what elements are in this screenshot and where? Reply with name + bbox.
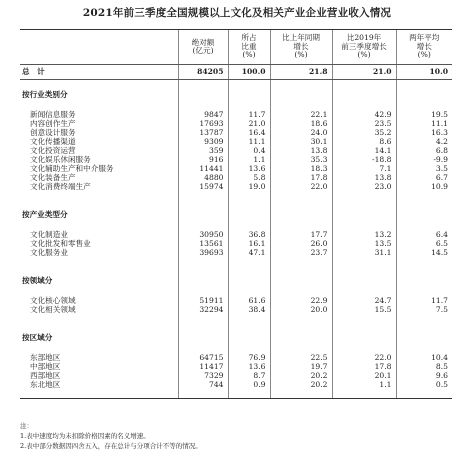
table-row [20,137,452,146]
row-value: 916 [178,155,228,164]
row-label: 文化核心领域 [30,296,76,305]
footnote-line: 1.表中速度均为未扣除价格因素的名义增速。 [20,432,150,440]
header-label-cell [20,30,178,65]
row-value: 5.8 [228,173,270,182]
row-value: 11417 [178,362,228,371]
row-value: 4880 [178,173,228,182]
table-row [20,119,452,128]
row-value: 22.5 [270,353,332,362]
row-value: 42.9 [332,110,396,119]
row-value: 22.0 [270,182,332,191]
row-value: 51911 [178,296,228,305]
row-value: 6.8 [396,146,452,155]
section-title: 按产业类型分 [22,210,68,219]
row-value: 11.7 [396,296,452,305]
table-row [20,362,452,371]
table-row [20,182,452,191]
row-value: 13.8 [332,173,396,182]
spacer-row [20,266,452,275]
row-value: 20.2 [270,380,332,389]
row-label: 文化相关领域 [30,305,76,314]
row-value: 4.2 [396,137,452,146]
row-value: 30950 [178,230,228,239]
spacer-row [20,221,452,230]
table-row [20,173,452,182]
row-value: 11.1 [396,119,452,128]
row-label: 文化辅助生产和中介服务 [30,164,114,173]
spacer-row [20,200,452,209]
row-value: 17.8 [332,362,396,371]
row-value: 16.3 [396,128,452,137]
table-title: 2021年前三季度全国规模以上文化及相关产业企业营业收入情况 [82,7,392,19]
row-value: 9847 [178,110,228,119]
spacer-row [20,80,452,90]
row-value: 35.2 [332,128,396,137]
table-row [20,296,452,305]
row-value: 22.1 [270,110,332,119]
row-value: 18.3 [270,164,332,173]
row-value: 61.6 [228,296,270,305]
row-label: 文化投资运营 [30,146,76,155]
row-value: 47.1 [228,248,270,257]
row-value: 13.8 [270,146,332,155]
row-value: 7329 [178,371,228,380]
table-row [20,164,452,173]
row-value: 0.5 [396,380,452,389]
row-value: 11.1 [228,137,270,146]
row-value: 24.0 [270,128,332,137]
row-value: 13561 [178,239,228,248]
row-label: 文化消费终端生产 [30,182,91,191]
row-value: 14.5 [396,248,452,257]
total-label: 总 计 [20,65,178,80]
row-value: 15974 [178,182,228,191]
table-row [20,305,452,314]
row-value: 35.3 [270,155,332,164]
row-value: 0.4 [228,146,270,155]
row-label: 新闻信息服务 [30,110,76,119]
row-value: 9309 [178,137,228,146]
row-value: 11441 [178,164,228,173]
header-yoy-growth: 比上年同期 增长 (%) [270,30,332,65]
row-value: 6.5 [396,239,452,248]
row-value: 13.6 [228,362,270,371]
row-value: 1.1 [228,155,270,164]
footnote-line: 2.表中部分数据因四舍五入，存在总计与分项合计不等的情况。 [20,442,202,450]
footnote-heading: 注： [20,422,33,430]
spacer-row [20,257,452,266]
total-row [20,65,452,80]
row-value: 10.9 [396,182,452,191]
row-value: 14.1 [332,146,396,155]
row-value: 15.5 [332,305,396,314]
row-value: 22.9 [270,296,332,305]
row-value: 23.5 [332,119,396,128]
row-value: 17693 [178,119,228,128]
header-row [20,30,452,65]
row-value: 30.1 [270,137,332,146]
table-row [20,239,452,248]
section-header-row [20,332,452,344]
row-label: 文化娱乐休闲服务 [30,155,91,164]
row-label: 文化制造业 [30,230,68,239]
row-value: 24.7 [332,296,396,305]
section-title: 按领域分 [22,276,53,285]
row-value: 18.6 [270,119,332,128]
header-vs-2019: 比2019年 前三季度增长 (%) [332,30,396,65]
section-header-row [20,89,452,101]
table-row [20,128,452,137]
total-value: 100.0 [228,65,270,80]
row-value: 1.1 [332,380,396,389]
row-label: 文化传播渠道 [30,137,76,146]
section-title: 按区域分 [22,333,53,342]
section-header-row [20,209,452,221]
row-value: 3.5 [396,164,452,173]
row-value: 16.1 [228,239,270,248]
row-value: 16.4 [228,128,270,137]
table-row [20,230,452,239]
row-value: -9.9 [396,155,452,164]
row-value: 23.0 [332,182,396,191]
row-value: 76.9 [228,353,270,362]
row-value: 19.7 [270,362,332,371]
row-value: 13.5 [332,239,396,248]
footnotes [20,421,460,451]
row-value: 9.6 [396,371,452,380]
row-value: 13.2 [332,230,396,239]
row-label: 东部地区 [30,353,61,362]
table-row [20,248,452,257]
row-value: 7.1 [332,164,396,173]
total-value: 21.0 [332,65,396,80]
row-value: 0.9 [228,380,270,389]
table-row [20,155,452,164]
row-value: 8.6 [332,137,396,146]
table-row [20,371,452,380]
row-value: 17.7 [270,230,332,239]
row-value: 744 [178,380,228,389]
row-label: 内容创作生产 [30,119,76,128]
spacer-row [20,191,452,200]
row-value: 6.7 [396,173,452,182]
row-value: 31.1 [332,248,396,257]
header-two-year-avg: 两年平均 增长 (%) [396,30,452,65]
spacer-row [20,389,452,398]
row-value: 22.0 [332,353,396,362]
header-share: 所占 比重 (%) [228,30,270,65]
row-value: 39693 [178,248,228,257]
spacer-row [20,314,452,323]
row-label: 创意设计服务 [30,128,76,137]
row-value: 21.0 [228,119,270,128]
total-value: 84205 [178,65,228,80]
total-value: 10.0 [396,65,452,80]
row-value: 38.4 [228,305,270,314]
row-value: 26.0 [270,239,332,248]
section-title: 按行业类别分 [22,90,68,99]
row-value: 23.7 [270,248,332,257]
row-value: 20.0 [270,305,332,314]
row-value: 20.1 [332,371,396,380]
row-label: 文化装备生产 [30,173,76,182]
row-label: 中部地区 [30,362,61,371]
row-value: 359 [178,146,228,155]
table-row [20,146,452,155]
spacer-row [20,101,452,110]
row-value: 11.7 [228,110,270,119]
spacer-row [20,323,452,332]
row-value: 13.6 [228,164,270,173]
table-row [20,380,452,389]
row-value: -18.8 [332,155,396,164]
row-label: 东北地区 [30,380,61,389]
table-row [20,110,452,119]
row-label: 文化服务业 [30,248,68,257]
row-value: 13787 [178,128,228,137]
spacer-row [20,287,452,296]
section-header-row [20,275,452,287]
row-value: 64715 [178,353,228,362]
row-value: 6.4 [396,230,452,239]
revenue-table [20,29,452,399]
row-value: 8.5 [396,362,452,371]
row-value: 7.5 [396,305,452,314]
row-label: 文化批发和零售业 [30,239,91,248]
header-absolute: 绝对额 (亿元) [178,30,228,65]
row-value: 17.8 [270,173,332,182]
row-value: 20.2 [270,371,332,380]
row-value: 19.0 [228,182,270,191]
row-value: 8.7 [228,371,270,380]
row-value: 36.8 [228,230,270,239]
table-row [20,353,452,362]
row-value: 19.5 [396,110,452,119]
row-label: 西部地区 [30,371,61,380]
row-value: 10.4 [396,353,452,362]
total-value: 21.8 [270,65,332,80]
spacer-row [20,344,452,353]
row-value: 32294 [178,305,228,314]
table-bottom-rule [20,398,452,399]
